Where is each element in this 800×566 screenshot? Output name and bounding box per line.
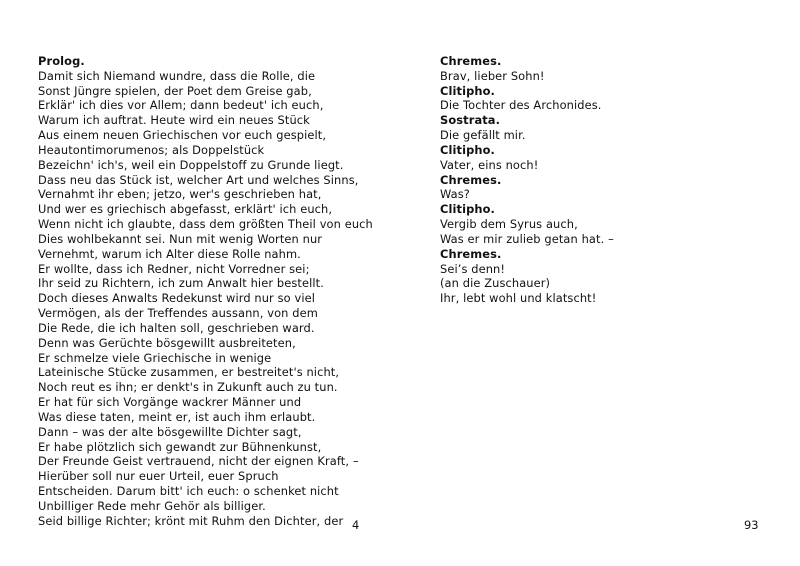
dialogue-line: Sei’s denn! (440, 261, 506, 276)
prolog-line: Lateinische Stücke zusammen, er bestreitet's nicht, (38, 365, 340, 380)
prolog-line: Erklär' ich dies vor Allem; dann bedeut' ich euch, (38, 98, 324, 113)
dialogue-label: Chremes. (440, 54, 502, 68)
prolog-line: Er habe plötzlich sich gewandt zur Bühnenkunst, (38, 439, 322, 454)
left-text-column (38, 54, 418, 529)
prolog-line: Vernahmt ihr eben; jetzo, wer's geschrieben hat, (38, 187, 322, 202)
prolog-line: Ihr seid zu Richtern, ich zum Anwalt hier bestellt. (38, 276, 324, 291)
prolog-line: Warum ich auftrat. Heute wird ein neues Stück (38, 113, 310, 128)
page-number-right: 93 (744, 518, 759, 532)
prolog-line: Vernehmt, warum ich Alter diese Rolle nahm. (38, 246, 301, 261)
prolog-line: Unbilliger Rede mehr Gehör als billiger. (38, 498, 266, 513)
prolog-line: Er schmelze viele Griechische in wenige (38, 350, 272, 365)
prolog-line: Hierüber soll nur euer Urteil, euer Spruch (38, 469, 279, 484)
prolog-line: Heautontimorumenos; als Doppelstück (38, 142, 265, 157)
dialogue-line: Was er mir zulieb getan hat. – (440, 231, 614, 246)
right-text-column (440, 54, 770, 306)
prolog-line: Und wer es griechisch abgefasst, erklärt' ich euch, (38, 202, 333, 217)
dialogue-line: Brav, lieber Sohn! (440, 68, 545, 83)
dialogue-label: Clitipho. (440, 202, 495, 217)
prolog-line: Sonst Jüngre spielen, der Poet dem Greise gab, (38, 83, 312, 98)
page-number-left: 4 (352, 518, 360, 532)
prolog-line: Dann – was der alte bösgewillte Dichter sagt, (38, 424, 302, 439)
prolog-line: Noch reut es ihn; er denkt's in Zukunft auch zu tun. (38, 380, 338, 395)
dialogue-line: Was? (440, 187, 470, 202)
dialogue-label: Clitipho. (440, 142, 495, 157)
dialogue-label: Chremes. (440, 172, 502, 187)
prolog-line: Dies wohlbekannt sei. Nun mit wenig Worten nur (38, 231, 323, 246)
dialogue-line: (an die Zuschauer) (440, 276, 551, 291)
dialogue-label: Sostrata. (440, 113, 501, 128)
prolog-line: Doch dieses Anwalts Redekunst wird nur so viel (38, 291, 315, 306)
prolog-line: Entscheiden. Darum bitt' ich euch: o schenket nicht (38, 484, 339, 499)
dialogue-line: Die Tochter des Archonides. (440, 98, 602, 113)
prolog-line: Er wollte, dass ich Redner, nicht Vorredner sei; (38, 261, 310, 276)
dialogue-line: Die gefällt mir. (440, 128, 526, 143)
prolog-line: Der Freunde Geist vertrauend, nicht der eignen Kraft, – (38, 454, 359, 469)
prolog-line: Die Rede, die ich halten soll, geschrieben ward. (38, 320, 315, 335)
prolog-line: Seid billige Richter; krönt mit Ruhm den Dichter, der (38, 513, 344, 528)
dialogue-line: Ihr, lebt wohl und klatscht! (440, 291, 597, 306)
dialogue-line: Vergib dem Syrus auch, (440, 217, 578, 232)
prolog-line: Wenn nicht ich glaubte, dass dem größten Theil von euch (38, 217, 373, 232)
dialogue-line: Vater, eins noch! (440, 157, 539, 172)
dialogue-label: Chremes. (440, 246, 502, 261)
prolog-line: Aus einem neuen Griechischen vor euch gespielt, (38, 128, 327, 143)
prolog-label: Prolog. (38, 54, 85, 68)
prolog-line: Dass neu das Stück ist, welcher Art und welches Sinns, (38, 172, 359, 187)
prolog-line: Bezeichn' ich's, weil ein Doppelstoff zu Grunde liegt. (38, 157, 344, 172)
prolog-line: Vermögen, als der Treffendes aussann, von dem (38, 306, 318, 321)
prolog-line: Damit sich Niemand wundre, dass die Rolle, die (38, 68, 316, 83)
prolog-line: Was diese taten, meint er, ist auch ihm erlaubt. (38, 409, 316, 424)
dialogue-label: Clitipho. (440, 83, 495, 98)
prolog-line: Er hat für sich Vorgänge wackrer Männer und (38, 395, 302, 410)
prolog-line: Denn was Gerüchte bösgewillt ausbreiteten, (38, 335, 296, 350)
